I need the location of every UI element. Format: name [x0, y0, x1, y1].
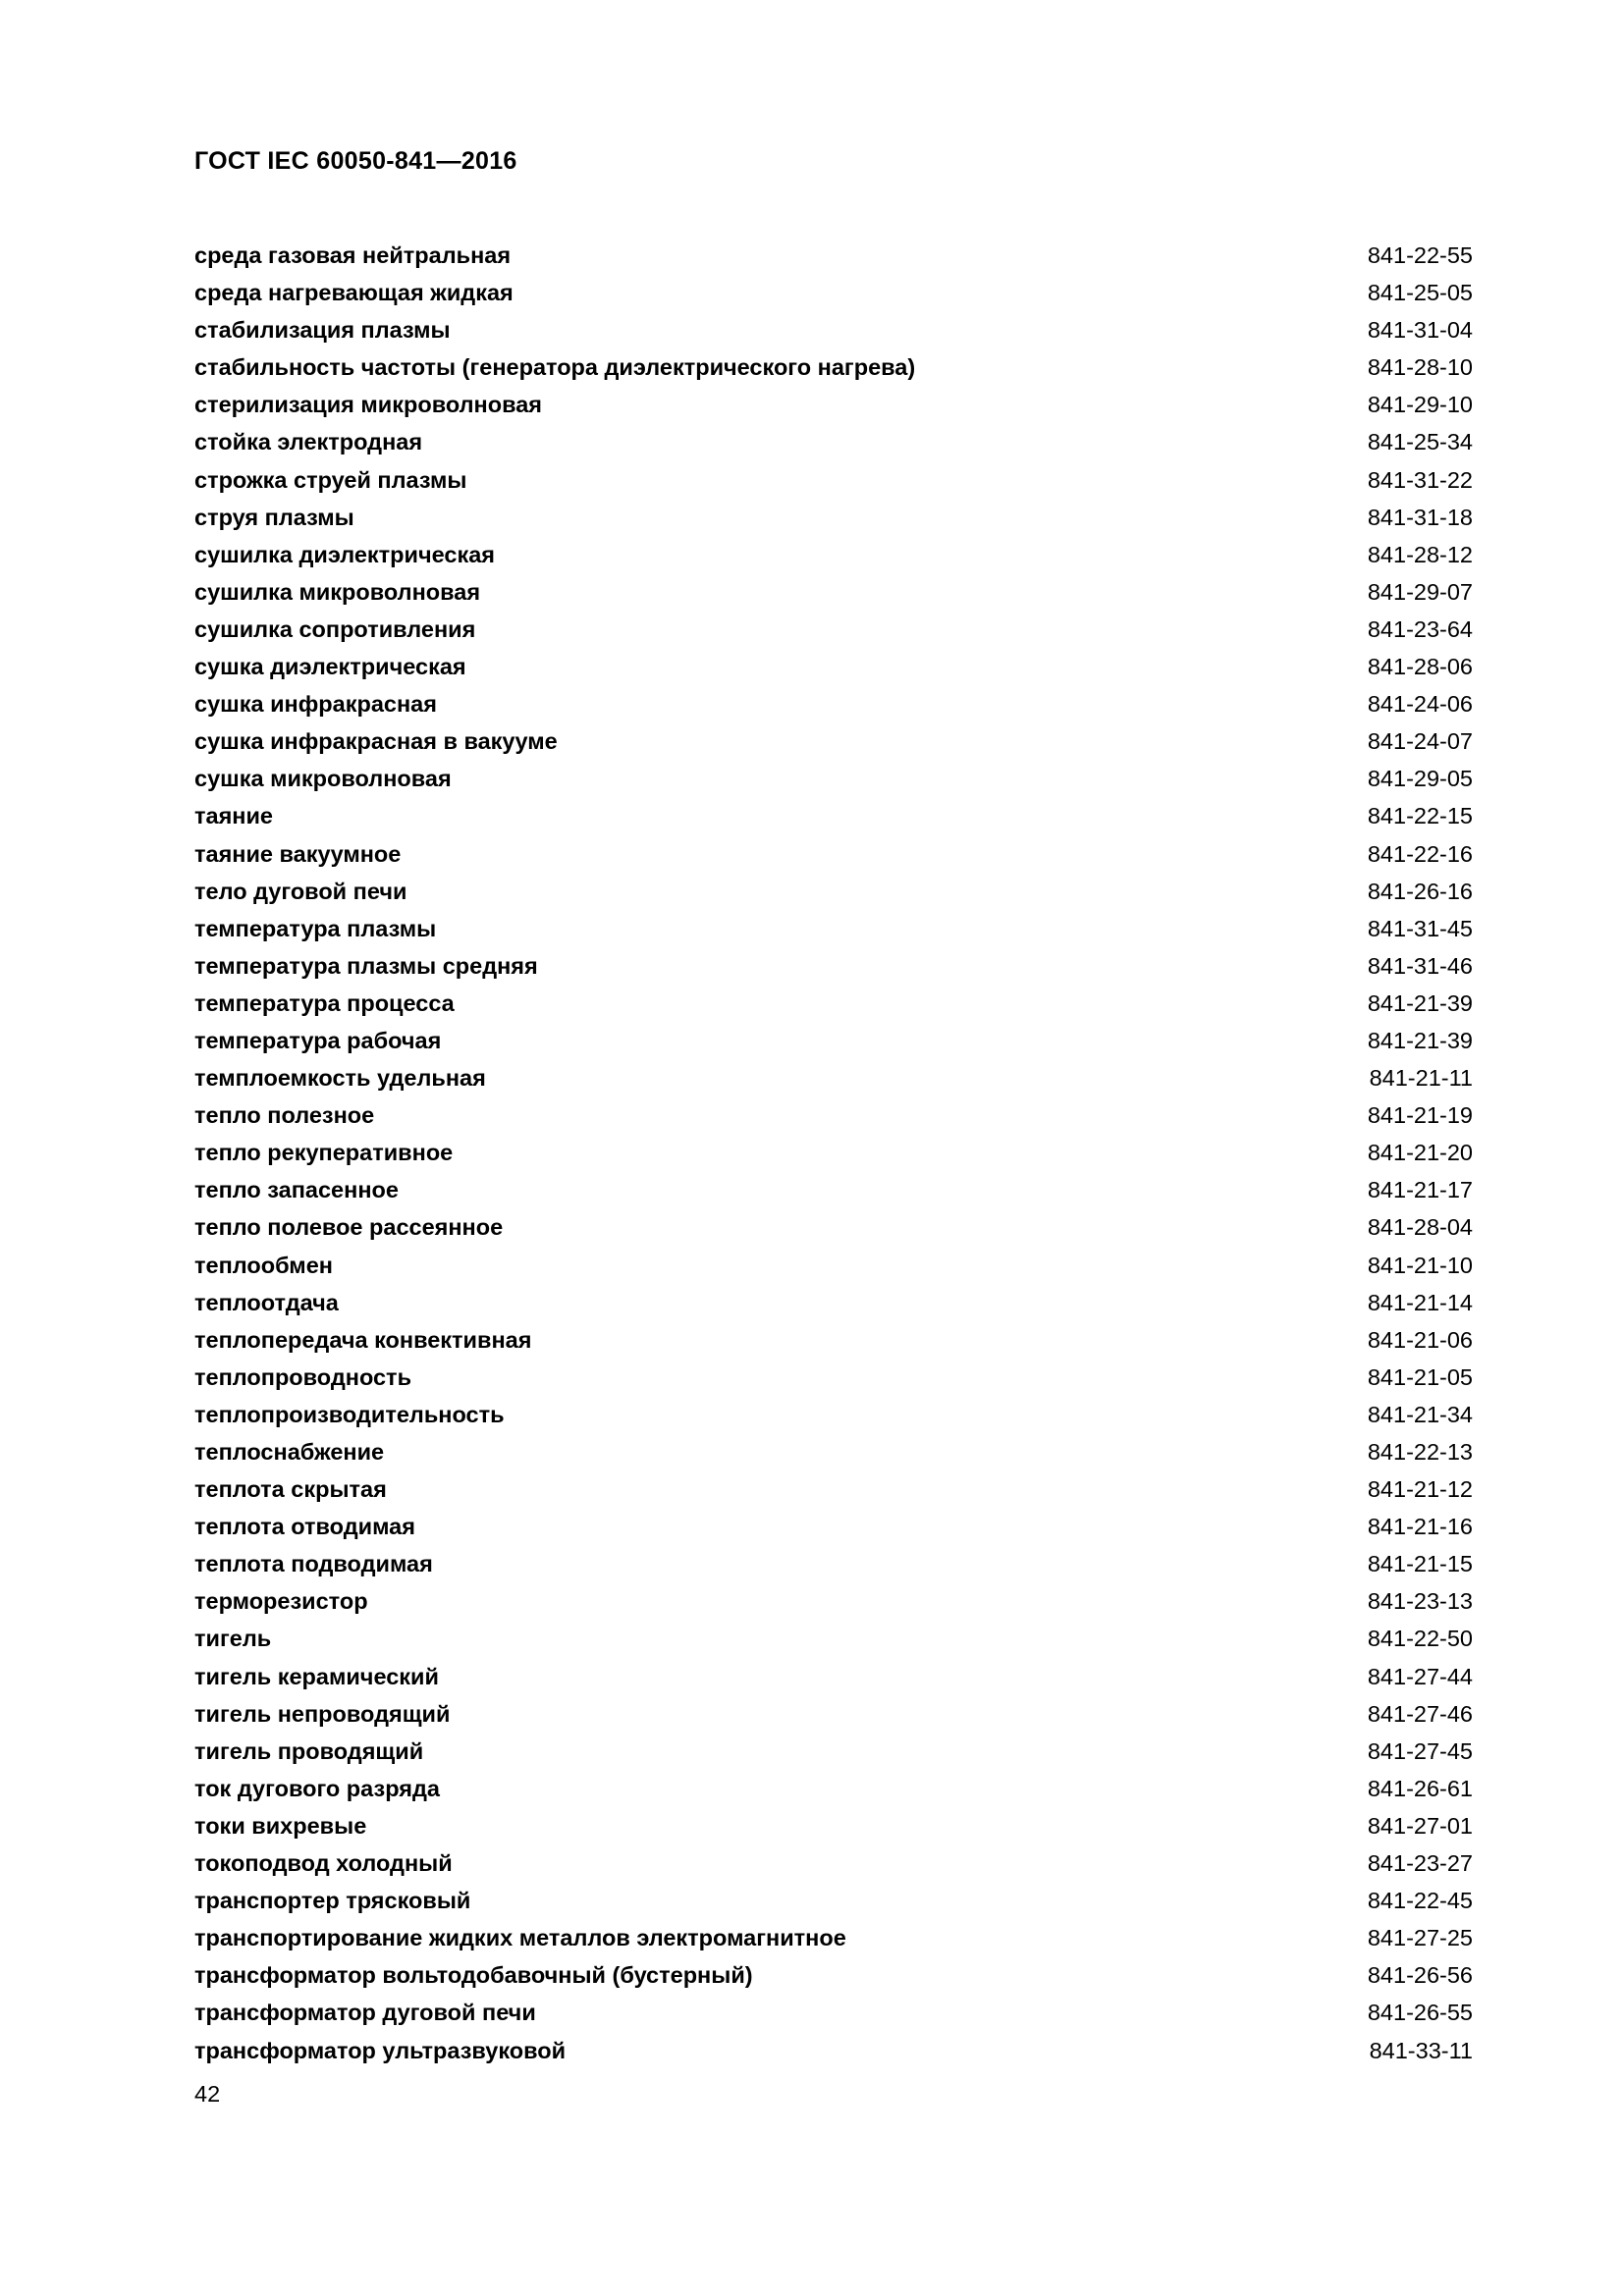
index-row: [194, 1396, 1473, 1433]
index-code: 841-27-25: [1367, 1925, 1473, 1951]
index-code: 841-27-45: [1367, 1737, 1473, 1764]
index-code: 841-31-45: [1367, 915, 1473, 941]
index-term: трансформатор вольтодобавочный (бустерный): [194, 1962, 753, 1989]
index-code: 841-21-17: [1367, 1177, 1473, 1203]
index-code: 841-22-16: [1367, 840, 1473, 867]
index-row: [194, 835, 1473, 873]
index-term: сушка микроволновая: [194, 766, 452, 792]
index-term: тигель проводящий: [194, 1737, 424, 1764]
index-term: сушилка сопротивления: [194, 615, 476, 642]
index-row: [194, 1658, 1473, 1695]
index-term: температура плазмы: [194, 915, 437, 941]
index-term: трансформатор дуговой печи: [194, 2000, 536, 2026]
index-term: токи вихревые: [194, 1812, 367, 1839]
index-code: 841-27-44: [1367, 1663, 1473, 1689]
index-row: [194, 311, 1473, 348]
index-code: 841-26-16: [1367, 878, 1473, 904]
index-row: [194, 1582, 1473, 1620]
index-term: тепло рекуперативное: [194, 1140, 454, 1166]
index-term: транспортирование жидких металлов электромагнитное: [194, 1925, 846, 1951]
index-row: [194, 1770, 1473, 1807]
index-term: стабилизация плазмы: [194, 317, 451, 344]
index-row: [194, 237, 1473, 274]
index-term: среда газовая нейтральная: [194, 242, 512, 268]
index-term: тигель непроводящий: [194, 1700, 451, 1727]
index-code: 841-28-06: [1367, 654, 1473, 680]
index-code: 841-27-46: [1367, 1700, 1473, 1727]
index-term: терморезистор: [194, 1588, 368, 1615]
index-code: 841-22-15: [1367, 803, 1473, 829]
index-row: [194, 1284, 1473, 1321]
index-term: сушилка микроволновая: [194, 578, 481, 605]
index-term: стойка электродная: [194, 429, 423, 455]
index-row: [194, 797, 1473, 834]
index-row: [194, 1882, 1473, 1919]
index-row: [194, 1994, 1473, 2031]
index-code: 841-31-18: [1367, 504, 1473, 530]
index-term: теплоотдача: [194, 1289, 339, 1315]
index-term: токоподвод холодный: [194, 1850, 453, 1877]
index-term: стерилизация микроволновая: [194, 392, 543, 418]
index-row: [194, 499, 1473, 536]
index-code: 841-22-55: [1367, 242, 1473, 268]
index-code: 841-33-11: [1369, 2037, 1473, 2063]
index-row: [194, 1134, 1473, 1171]
index-code: 841-25-34: [1367, 429, 1473, 455]
index-row: [194, 1208, 1473, 1246]
index-term: трансформатор ультразвуковой: [194, 2037, 567, 2063]
index-code: 841-29-10: [1367, 392, 1473, 418]
index-term: стабильность частоты (генератора диэлектрического нагрева): [194, 354, 916, 381]
index-code: 841-21-15: [1367, 1551, 1473, 1577]
index-term: струя плазмы: [194, 504, 354, 530]
index-code: 841-21-20: [1367, 1140, 1473, 1166]
index-term: тепло полевое рассеянное: [194, 1214, 504, 1241]
index-code: 841-21-39: [1367, 1027, 1473, 1053]
index-term: таяние вакуумное: [194, 840, 402, 867]
index-row: [194, 722, 1473, 760]
index-row: [194, 1956, 1473, 1994]
index-code: 841-28-12: [1367, 541, 1473, 567]
index-row: [194, 1919, 1473, 1956]
index-term: сушка диэлектрическая: [194, 654, 466, 680]
page-header: ГОСТ IEC 60050-841—2016: [194, 147, 517, 175]
index-term: тело дуговой печи: [194, 878, 407, 904]
index-code: 841-28-10: [1367, 354, 1473, 381]
index-code: 841-31-04: [1367, 317, 1473, 344]
index-code: 841-31-46: [1367, 952, 1473, 979]
index-code: 841-25-05: [1367, 280, 1473, 306]
index-row: [194, 461, 1473, 499]
index-term: теплоснабжение: [194, 1439, 385, 1465]
index-row: [194, 985, 1473, 1022]
index-code: 841-21-14: [1367, 1289, 1473, 1315]
index-row: [194, 348, 1473, 386]
index-code: 841-24-07: [1367, 728, 1473, 755]
index-code: 841-26-56: [1367, 1962, 1473, 1989]
index-list: [194, 237, 1473, 2069]
index-row: [194, 274, 1473, 311]
index-row: [194, 1247, 1473, 1284]
index-term: сушка инфракрасная в вакууме: [194, 728, 558, 755]
index-row: [194, 536, 1473, 573]
index-term: среда нагревающая жидкая: [194, 280, 514, 306]
index-row: [194, 1059, 1473, 1096]
index-row: [194, 1321, 1473, 1359]
index-code: 841-22-50: [1367, 1626, 1473, 1652]
index-row: [194, 947, 1473, 985]
index-term: сушка инфракрасная: [194, 691, 437, 718]
index-term: строжка струей плазмы: [194, 466, 467, 493]
index-row: [194, 1844, 1473, 1882]
index-code: 841-29-05: [1367, 766, 1473, 792]
index-code: 841-21-06: [1367, 1326, 1473, 1353]
index-row: [194, 873, 1473, 910]
index-code: 841-26-61: [1367, 1775, 1473, 1801]
index-row: [194, 685, 1473, 722]
index-term: температура рабочая: [194, 1027, 442, 1053]
index-term: тепло полезное: [194, 1102, 375, 1129]
index-code: 841-23-64: [1367, 615, 1473, 642]
index-term: таяние: [194, 803, 274, 829]
index-code: 841-21-05: [1367, 1363, 1473, 1390]
index-row: [194, 1508, 1473, 1545]
index-term: тепло запасенное: [194, 1177, 399, 1203]
index-code: 841-23-27: [1367, 1850, 1473, 1877]
index-term: тигель: [194, 1626, 272, 1652]
index-row: [194, 2032, 1473, 2069]
index-code: 841-21-12: [1367, 1476, 1473, 1503]
index-row: [194, 1433, 1473, 1470]
index-code: 841-22-45: [1367, 1888, 1473, 1914]
index-term: темплоемкость удельная: [194, 1065, 486, 1092]
index-row: [194, 910, 1473, 947]
index-row: [194, 1545, 1473, 1582]
page-number: 42: [194, 2081, 221, 2107]
index-code: 841-23-13: [1367, 1588, 1473, 1615]
index-code: 841-21-39: [1367, 989, 1473, 1016]
index-term: теплота подводимая: [194, 1551, 433, 1577]
index-row: [194, 1022, 1473, 1059]
index-code: 841-21-19: [1367, 1102, 1473, 1129]
index-row: [194, 1359, 1473, 1396]
index-term: температура плазмы средняя: [194, 952, 538, 979]
index-term: теплопередача конвективная: [194, 1326, 532, 1353]
index-term: транспортер трясковый: [194, 1888, 471, 1914]
index-term: сушилка диэлектрическая: [194, 541, 495, 567]
index-row: [194, 423, 1473, 460]
index-row: [194, 1733, 1473, 1770]
index-code: 841-24-06: [1367, 691, 1473, 718]
index-term: теплота скрытая: [194, 1476, 387, 1503]
index-code: 841-28-04: [1367, 1214, 1473, 1241]
index-code: 841-22-13: [1367, 1439, 1473, 1465]
index-code: 841-21-34: [1367, 1401, 1473, 1427]
index-code: 841-27-01: [1367, 1812, 1473, 1839]
index-term: теплота отводимая: [194, 1514, 415, 1540]
index-row: [194, 1096, 1473, 1134]
index-row: [194, 648, 1473, 685]
index-row: [194, 1695, 1473, 1733]
index-row: [194, 386, 1473, 423]
index-code: 841-21-16: [1367, 1514, 1473, 1540]
index-row: [194, 573, 1473, 611]
index-code: 841-31-22: [1367, 466, 1473, 493]
index-row: [194, 1470, 1473, 1508]
index-row: [194, 1171, 1473, 1208]
index-term: теплопроизводительность: [194, 1401, 505, 1427]
index-term: тигель керамический: [194, 1663, 439, 1689]
index-term: теплообмен: [194, 1252, 333, 1278]
index-code: 841-29-07: [1367, 578, 1473, 605]
index-term: ток дугового разряда: [194, 1775, 440, 1801]
index-row: [194, 611, 1473, 648]
index-code: 841-21-11: [1369, 1065, 1473, 1092]
index-row: [194, 1620, 1473, 1657]
index-term: теплопроводность: [194, 1363, 412, 1390]
index-row: [194, 760, 1473, 797]
index-term: температура процесса: [194, 989, 455, 1016]
index-code: 841-26-55: [1367, 2000, 1473, 2026]
index-row: [194, 1807, 1473, 1844]
index-code: 841-21-10: [1367, 1252, 1473, 1278]
